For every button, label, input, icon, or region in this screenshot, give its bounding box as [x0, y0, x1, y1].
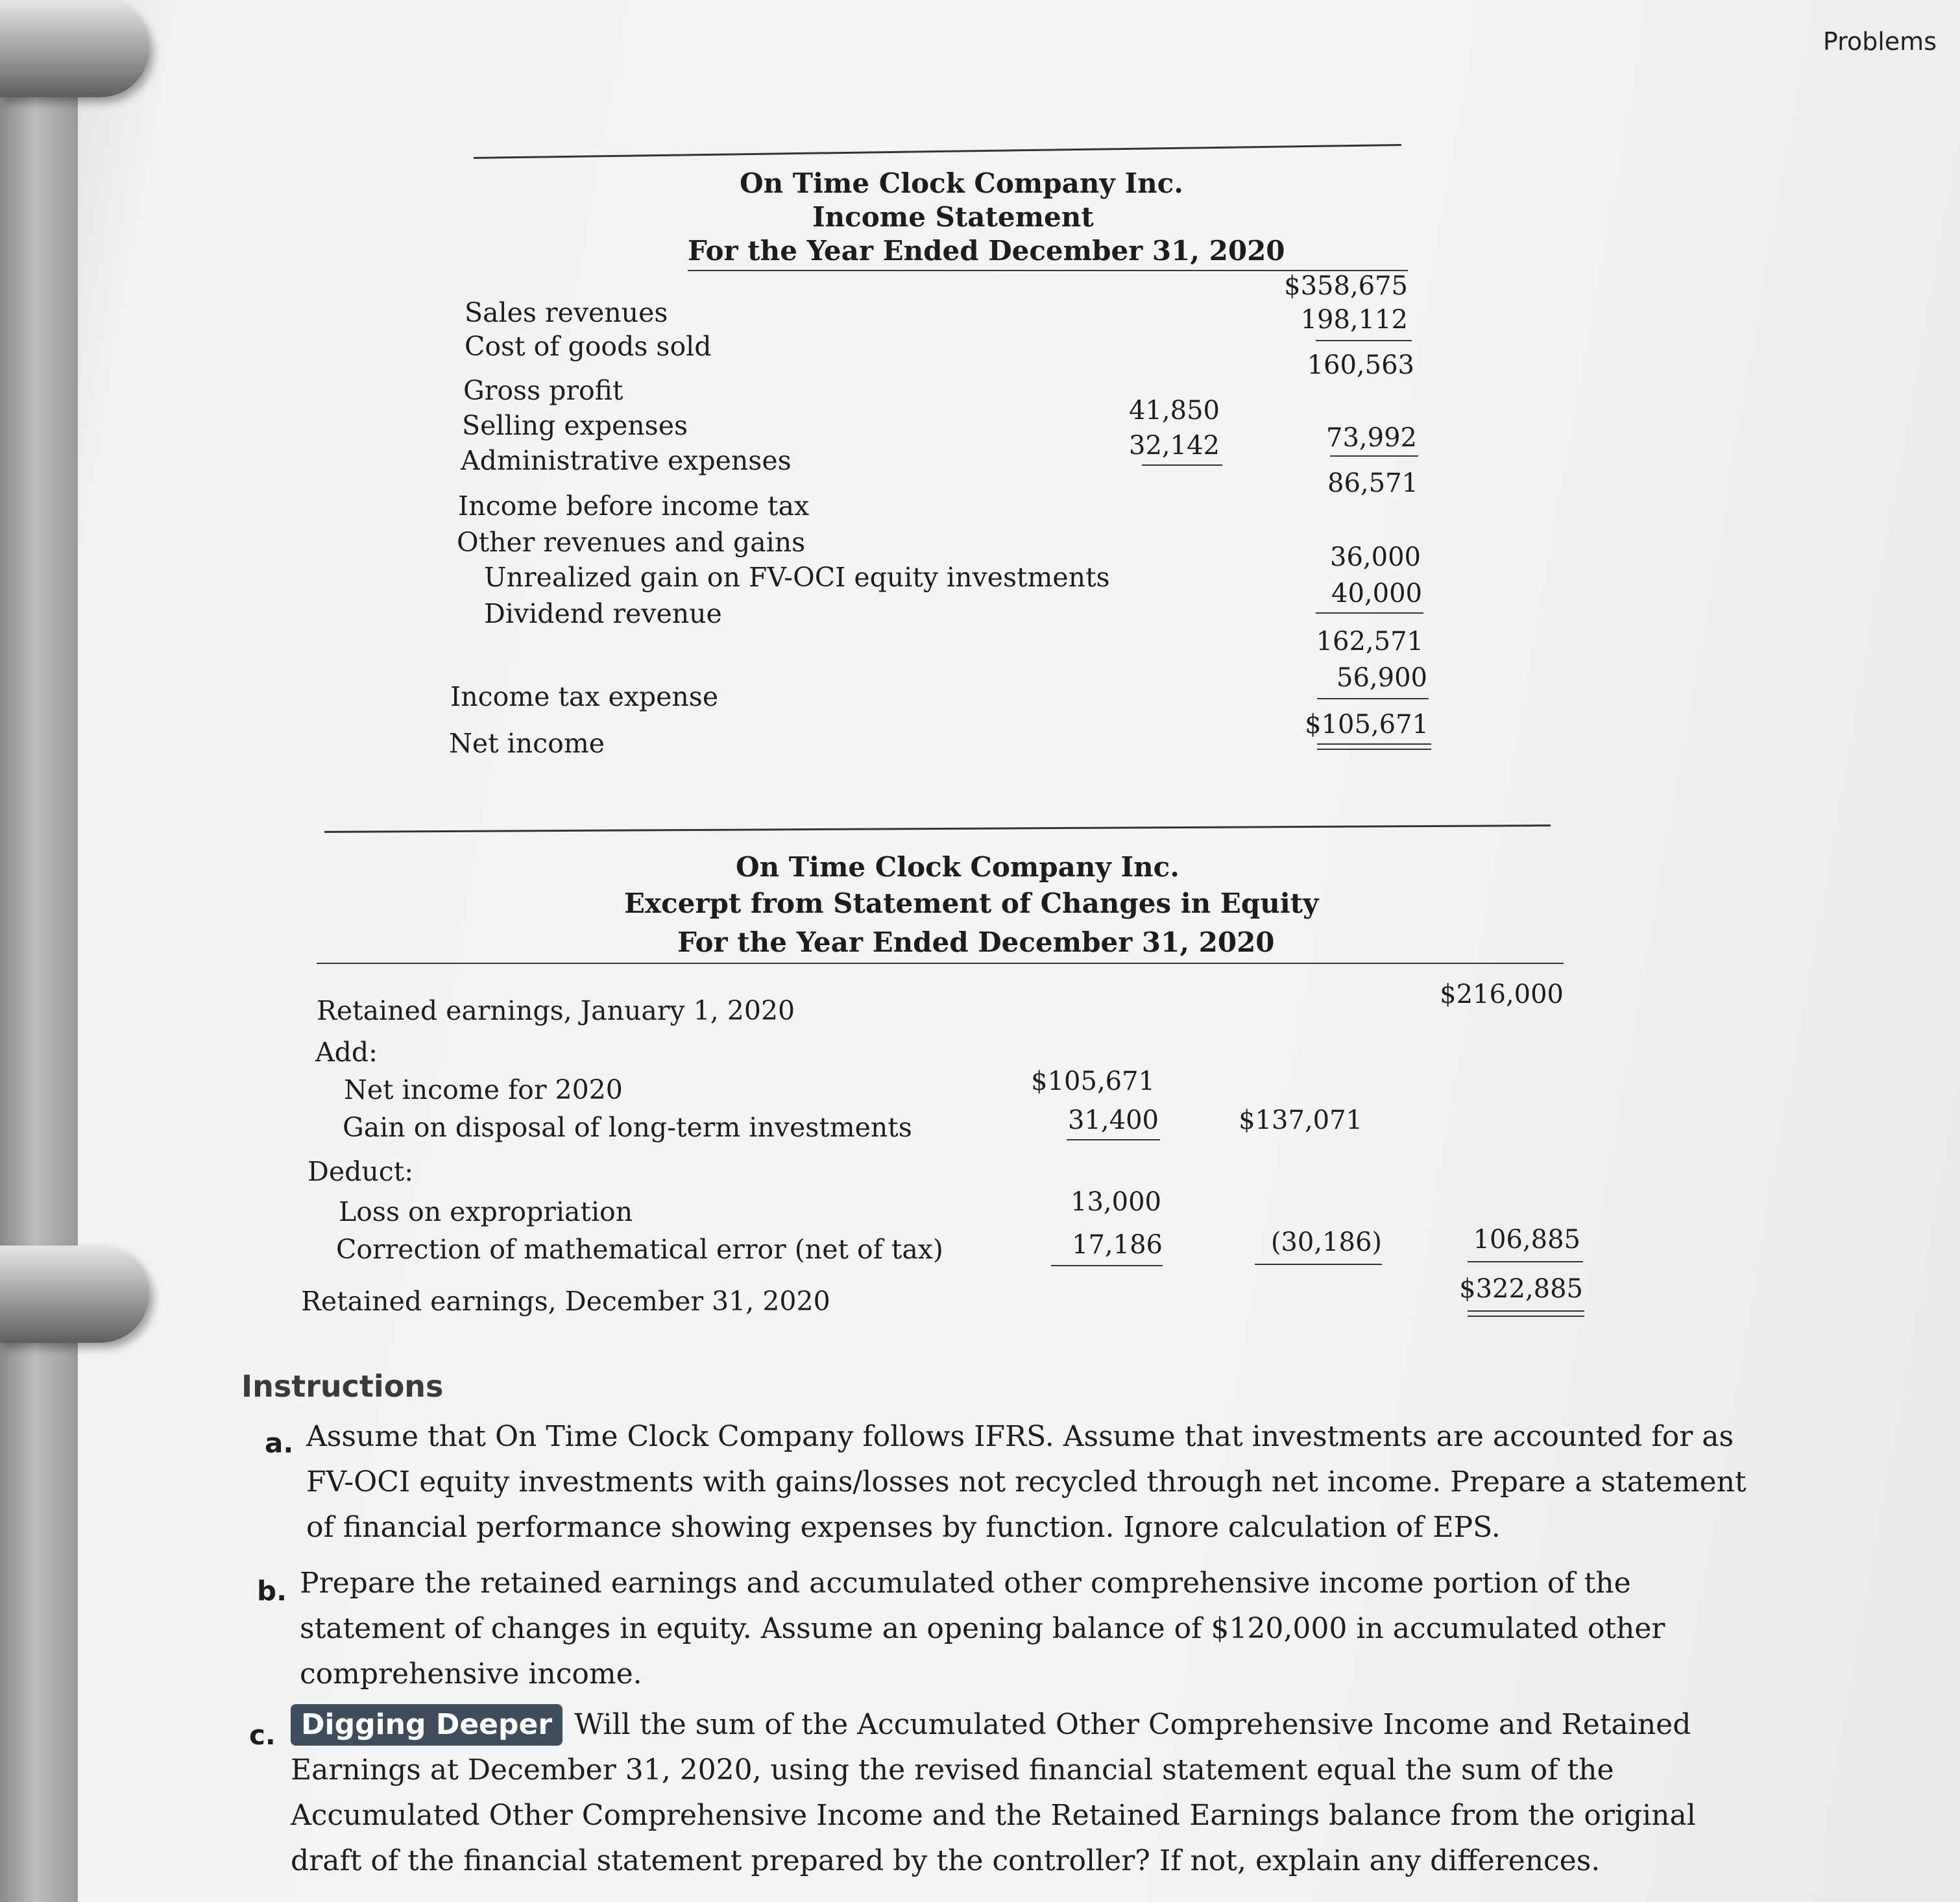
subtotal-rule [1316, 612, 1423, 614]
is-label-dividend: Dividend revenue [484, 598, 722, 629]
instructions-heading: Instructions [241, 1369, 444, 1404]
eq-label-correction: Correction of mathematical error (net of tax) [336, 1234, 943, 1265]
eq-value-re-close: $322,885 [1459, 1274, 1583, 1304]
eq-value-gain-disposal: 31,400 [1068, 1105, 1159, 1135]
digging-deeper-badge: Digging Deeper [291, 1704, 563, 1746]
eq-label-gain-disposal: Gain on disposal of long-term investments [343, 1112, 912, 1143]
is-value-dividend: 40,000 [1331, 579, 1422, 608]
item-b-text: Prepare the retained earnings and accumulated other comprehensive income portion of the statement of changes in equity. Assume an opening balance of $120,000 in accumulated other comprehensive income. [300, 1567, 1665, 1691]
expense-rule [1142, 464, 1222, 466]
eq-label-loss-expropriation: Loss on expropriation [339, 1196, 633, 1227]
is-value-unrealized-gain: 36,000 [1330, 542, 1421, 572]
is-value-total-expenses: 73,992 [1326, 423, 1417, 453]
is-value-net-income: $105,671 [1305, 710, 1429, 740]
eq-value-loss-expropriation: 13,000 [1071, 1187, 1161, 1217]
deduct-total-rule [1255, 1264, 1382, 1265]
is-company-name: On Time Clock Company Inc. [740, 167, 1183, 199]
subtotal-rule [1317, 698, 1429, 699]
item-a-text: Assume that On Time Clock Company follows IFRS. Assume that investments are accounted for as FV-OCI equity investments with gains/losses not recycled through net income. Prepare a statement of financial performance showing expenses by function. Ignore calculation of EPS. [306, 1420, 1747, 1544]
is-value-cogs: 198,112 [1300, 305, 1408, 335]
double-rule-bottom [1317, 749, 1431, 750]
is-label-unrealized-gain: Unrealized gain on FV-OCI equity investments [484, 562, 1110, 593]
eq-company-name: On Time Clock Company Inc. [736, 851, 1180, 883]
is-value-gross-profit: 160,563 [1307, 350, 1414, 380]
eq-label-net-income: Net income for 2020 [344, 1074, 623, 1105]
eq-value-correction: 17,186 [1072, 1230, 1163, 1260]
item-a-letter: a. [265, 1427, 294, 1459]
eq-label-deduct: Deduct: [308, 1156, 414, 1187]
is-value-sales: $358,675 [1284, 271, 1408, 301]
is-value-selling: 41,850 [1129, 396, 1220, 426]
binder-spine [0, 0, 78, 1902]
item-c-text: Will the sum of the Accumulated Other Comprehensive Income and Retained Earnings at December 31, 2020, using the revised financial statement equal the sum of the Accumulated Other Comprehensive Income and the Retained Earnings balance from the original draft of the financial statement prepared by the controller? If not, explain any differences. [291, 1708, 1696, 1877]
change-rule [1468, 1261, 1583, 1262]
item-c-paragraph [291, 1702, 1757, 1884]
binder-ring-bottom [0, 1246, 149, 1343]
eq-label-add: Add: [315, 1037, 378, 1068]
eq-value-re-open: $216,000 [1440, 980, 1564, 1009]
is-label-selling: Selling expenses [462, 410, 688, 441]
double-rule-top [1317, 743, 1431, 745]
subtotal-rule [1316, 340, 1412, 341]
binder-ring-top [0, 0, 149, 97]
deduct-rule [1051, 1265, 1163, 1266]
is-label-sales: Sales revenues [465, 297, 668, 328]
is-value-income-tax: 56,900 [1337, 663, 1427, 693]
double-rule-top [1468, 1310, 1584, 1312]
is-label-gross-profit: Gross profit [463, 375, 623, 406]
eq-value-net-income: $105,671 [1031, 1066, 1155, 1096]
is-label-other-revenues: Other revenues and gains [457, 527, 806, 558]
eq-value-total-add: $137,071 [1239, 1105, 1362, 1135]
section-header: Problems [1822, 27, 1937, 56]
is-label-cogs: Cost of goods sold [465, 331, 712, 362]
section-rule [324, 825, 1551, 833]
is-label-income-tax: Income tax expense [450, 681, 719, 712]
is-label-net-income: Net income [449, 728, 605, 759]
is-value-income-before-tax: 86,571 [1327, 468, 1418, 498]
eq-label-re-open: Retained earnings, January 1, 2020 [317, 995, 795, 1026]
is-statement-name: Income Statement [812, 201, 1094, 233]
eq-value-total-deduct: (30,186) [1270, 1227, 1382, 1257]
item-b-letter: b. [257, 1575, 287, 1607]
double-rule-bottom [1468, 1316, 1584, 1317]
is-label-income-before-tax: Income before income tax [458, 490, 810, 522]
title-underline [317, 963, 1564, 964]
is-period: For the Year Ended December 31, 2020 [688, 235, 1285, 267]
eq-period: For the Year Ended December 31, 2020 [677, 926, 1275, 958]
is-label-admin: Administrative expenses [461, 445, 792, 476]
eq-value-net-change: 106,885 [1473, 1225, 1580, 1255]
is-value-subtotal: 162,571 [1316, 627, 1423, 656]
item-c-letter: c. [249, 1719, 276, 1751]
top-rule [474, 144, 1401, 159]
add-rule [1067, 1139, 1160, 1140]
eq-statement-name: Excerpt from Statement of Changes in Equity [624, 887, 1319, 919]
subtotal-rule [1330, 455, 1418, 457]
eq-label-re-close: Retained earnings, December 31, 2020 [301, 1286, 830, 1317]
is-value-admin: 32,142 [1129, 431, 1220, 461]
